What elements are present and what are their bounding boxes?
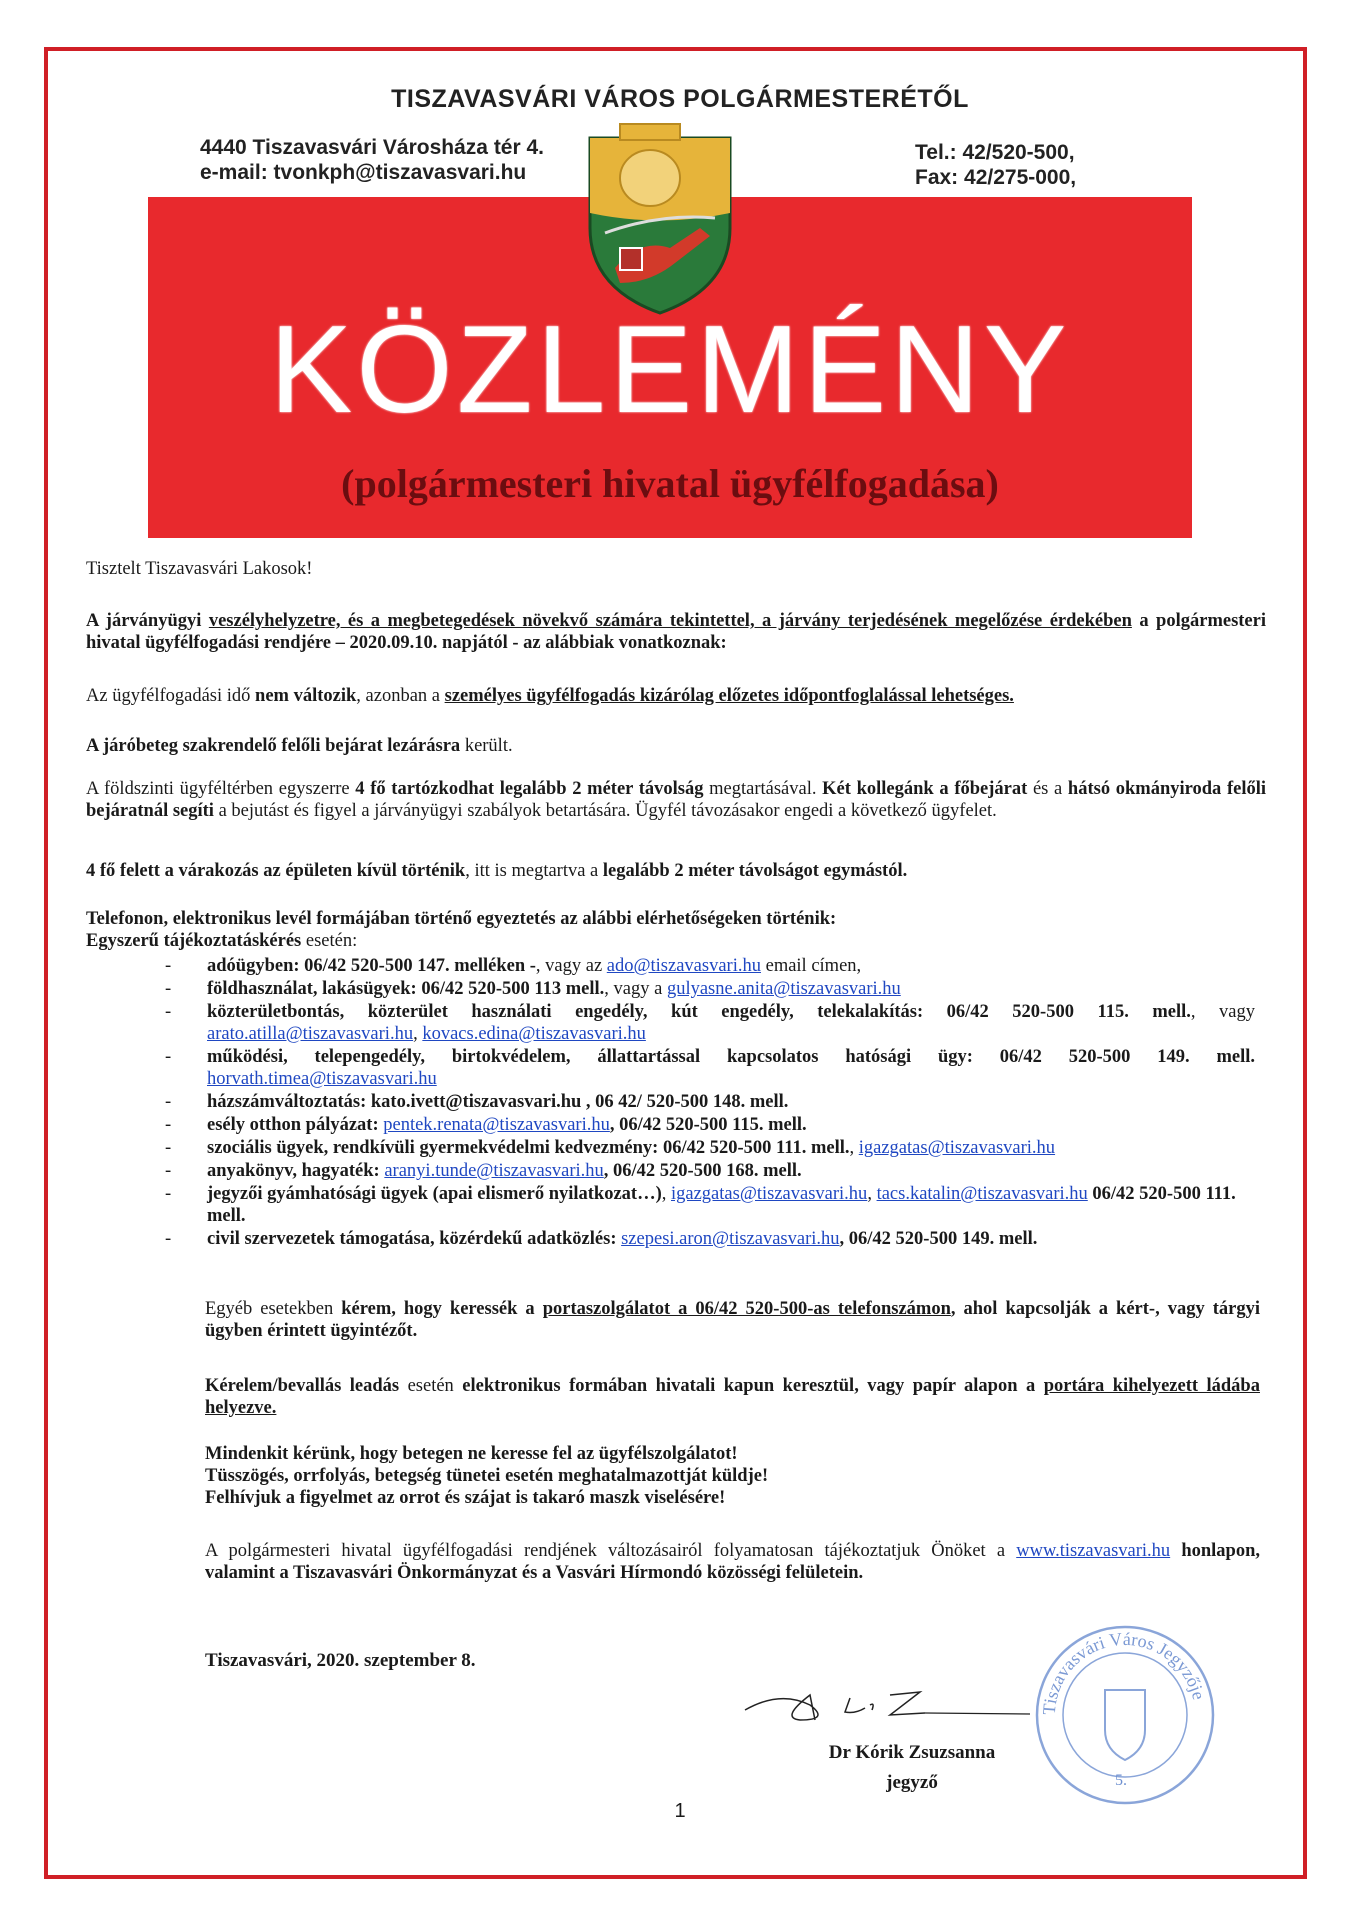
issuer-address bbox=[200, 135, 544, 185]
list-item: - szociális ügyek, rendkívüli gyermekvédelmi kedvezmény: 06/42 520-500 111. mell., igazgatas@tiszavasvari.hu bbox=[155, 1137, 1255, 1159]
email-link[interactable]: pentek.renata@tiszavasvari.hu bbox=[383, 1115, 610, 1135]
contact-list bbox=[155, 955, 1255, 1251]
email-link[interactable]: arato.atilla@tiszavasvari.hu bbox=[207, 1024, 414, 1044]
list-item: - esély otthon pályázat: pentek.renata@tiszavasvari.hu, 06/42 520-500 115. mell. bbox=[155, 1114, 1255, 1136]
paragraph-capacity: A földszinti ügyféltérben egyszerre 4 fő tartózkodhat legalább 2 méter távolság megtartásával. Két kollegánk a főbejárat és a hátsó okmányiroda felőli bejáratnál segíti a bejutást és figyel a járványügyi szabályok betartására. Ügyfél távozásakor engedi a következő ügyfelet. bbox=[86, 779, 1267, 821]
paragraph-contact-intro: Telefonon, elektronikus levél formájában történő egyeztetés az alábbi elérhetőségeken történik: Egyszerű tájékoztatáskérés esetén: bbox=[86, 909, 837, 951]
email-link[interactable]: igazgatas@tiszavasvari.hu bbox=[671, 1184, 868, 1204]
list-item: - adóügyben: 06/42 520-500 147. melléken -, vagy az ado@tiszavasvari.hu email címen, bbox=[155, 955, 1255, 977]
stamp-number: 5. bbox=[1115, 1772, 1127, 1789]
paragraph-health-notice: Mindenkit kérünk, hogy betegen ne keresse fel az ügyfélszolgálatot! Tüsszögés, orrfolyás, betegség tünetei esetén meghatalmazottját küldje! Felhívjuk a figyelmet az orrot és szájat is takaró maszk viselésére! bbox=[205, 1444, 769, 1508]
greeting: Tisztelt Tiszavasvári Lakosok! bbox=[86, 559, 313, 579]
fax-line: Fax: 42/275-000, bbox=[915, 166, 1077, 189]
email-line: e-mail: tvonkph@tiszavasvari.hu bbox=[200, 161, 527, 184]
address-line: 4440 Tiszavasvári Városháza tér 4. bbox=[200, 136, 545, 159]
list-item: - földhasználat, lakásügyek: 06/42 520-500 113 mell., vagy a gulyasne.anita@tiszavasvari.hu bbox=[155, 978, 1255, 1000]
website-link[interactable]: www.tiszavasvari.hu bbox=[1016, 1541, 1171, 1561]
stamp-text: Tiszavasvári Város Jegyzője bbox=[1038, 1628, 1210, 1716]
official-stamp-icon bbox=[1030, 1620, 1220, 1810]
paragraph-submission: Kérelem/bevallás leadás esetén elektronikus formában hivatali kapun keresztül, vagy papír alapon a portára kihelyezett ládába helyezve. bbox=[205, 1376, 1260, 1418]
list-item: - közterületbontás, közterület használati engedély, kút engedély, telekalakítás: 06/42 520-500 115. mell., vagy arato.atilla@tiszavasvari.hu, kovacs.edina@tiszavasvari.hu bbox=[155, 1001, 1255, 1045]
paragraph-waiting: 4 fő felett a várakozás az épületen kívül történik, itt is megtartva a legalább 2 méter távolságot egymástól. bbox=[86, 861, 908, 881]
paragraph-entrance-closed: A járóbeteg szakrendelő felőli bejárat lezárásra került. bbox=[86, 736, 513, 756]
issuer-title: TISZAVASVÁRI VÁROS POLGÁRMESTERÉTŐL bbox=[391, 85, 969, 113]
list-item: - jegyzői gyámhatósági ügyek (apai elismerő nyilatkozat…), igazgatas@tiszavasvari.hu, tacs.katalin@tiszavasvari.hu 06/42 520-500 111. mell. bbox=[155, 1183, 1255, 1227]
paragraph-intro: A járványügyi veszélyhelyzetre, és a megbetegedések növekvő számára tekintettel, a járvány terjedésének megelőzése érdekében a polgármesteri hivatal ügyfélfogadási rendjére – 2020.09.10. napjától - az alábbiak vonatkoznak: bbox=[86, 611, 1266, 653]
paragraph-front-desk: Egyéb esetekben kérem, hogy keressék a portaszolgálatot a 06/42 520-500-as telefonszámon, ahol kapcsolják a kért-, vagy tárgyi ügyben érintett ügyintézőt. bbox=[205, 1299, 1260, 1341]
announcement-subtitle: (polgármesteri hivatal ügyfélfogadása) bbox=[341, 461, 999, 506]
email-link[interactable]: horvath.timea@tiszavasvari.hu bbox=[207, 1069, 437, 1089]
coat-of-arms-icon bbox=[580, 118, 740, 318]
email-link[interactable]: kovacs.edina@tiszavasvari.hu bbox=[422, 1024, 646, 1044]
announcement-title: KÖZLEMÉNY bbox=[269, 301, 1071, 439]
paragraph-reception-time: Az ügyfélfogadási idő nem változik, azonban a személyes ügyfélfogadás kizárólag előzetes időpontfoglalással lehetséges. bbox=[86, 686, 1014, 706]
email-link[interactable]: aranyi.tunde@tiszavasvari.hu bbox=[384, 1161, 604, 1181]
paragraph-updates: A polgármesteri hivatal ügyfélfogadási rendjének változásairól folyamatosan tájékoztatjuk Önöket a www.tiszavasvari.hu honlapon, valamint a Tiszavasvári Önkormányzat és a Vasvári Hírmondó közösségi felületein. bbox=[205, 1541, 1260, 1583]
signature-icon bbox=[740, 1680, 1040, 1730]
issuer-phone bbox=[915, 140, 1076, 190]
email-link[interactable]: gulyasne.anita@tiszavasvari.hu bbox=[666, 979, 901, 999]
email-link[interactable]: szepesi.aron@tiszavasvari.hu bbox=[621, 1229, 840, 1249]
signer-name: Dr Kórik Zsuzsanna bbox=[828, 1742, 996, 1763]
date-line: Tiszavasvári, 2020. szeptember 8. bbox=[205, 1650, 476, 1671]
list-item: - házszámváltoztatás: kato.ivett@tiszavasvari.hu , 06 42/ 520-500 148. mell. bbox=[155, 1091, 1255, 1113]
email-link[interactable]: tacs.katalin@tiszavasvari.hu bbox=[876, 1184, 1088, 1204]
list-item: - civil szervezetek támogatása, közérdekű adatközlés: szepesi.aron@tiszavasvari.hu, 06/42 520-500 149. mell. bbox=[155, 1228, 1255, 1250]
email-link[interactable]: ado@tiszavasvari.hu bbox=[606, 956, 761, 976]
signer-title: jegyző bbox=[886, 1772, 938, 1793]
tel-line: Tel.: 42/520-500, bbox=[915, 141, 1075, 164]
list-item: - működési, telepengedély, birtokvédelem, állattartással kapcsolatos hatósági ügy: 06/42 520-500 149. mell. horvath.timea@tiszavasvari.hu bbox=[155, 1046, 1255, 1090]
list-item: - anyakönyv, hagyaték: aranyi.tunde@tiszavasvari.hu, 06/42 520-500 168. mell. bbox=[155, 1160, 1255, 1182]
page-number: 1 bbox=[674, 1800, 686, 1822]
email-link[interactable]: igazgatas@tiszavasvari.hu bbox=[858, 1138, 1056, 1158]
